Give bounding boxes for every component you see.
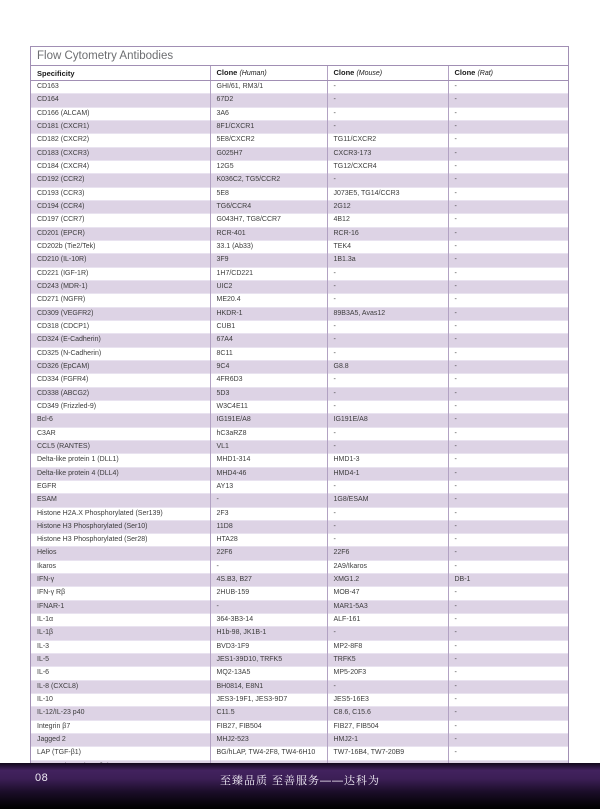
table-row bbox=[31, 440, 568, 453]
specificity-cell: CD309 (VEGFR2) bbox=[31, 307, 210, 320]
specificity-cell: CD194 (CCR4) bbox=[31, 200, 210, 213]
clone-rat-cell: - bbox=[448, 614, 568, 627]
table-row bbox=[31, 174, 568, 187]
table-row bbox=[31, 734, 568, 747]
specificity-cell: Histone H2A.X Phosphorylated (Ser139) bbox=[31, 507, 210, 520]
specificity-cell: IL-6 bbox=[31, 667, 210, 680]
clone-human-cell: 4FR6D3 bbox=[210, 374, 327, 387]
clone-rat-cell: - bbox=[448, 734, 568, 747]
column-header-qualifier: (Human) bbox=[239, 70, 267, 77]
clone-rat-cell: - bbox=[448, 640, 568, 653]
specificity-cell: CD318 (CDCP1) bbox=[31, 320, 210, 333]
antibody-table bbox=[30, 46, 569, 774]
clone-rat-cell: - bbox=[448, 134, 568, 147]
clone-mouse-cell: FIB27, FIB504 bbox=[327, 720, 448, 733]
clone-rat-cell: - bbox=[448, 387, 568, 400]
clone-rat-cell: - bbox=[448, 320, 568, 333]
table-row bbox=[31, 507, 568, 520]
table-row bbox=[31, 547, 568, 560]
specificity-cell: IL-8 (CXCL8) bbox=[31, 680, 210, 693]
table-row bbox=[31, 267, 568, 280]
clone-human-cell: 5E8/CXCR2 bbox=[210, 134, 327, 147]
table-row bbox=[31, 160, 568, 173]
clone-mouse-cell: TEK4 bbox=[327, 240, 448, 253]
clone-human-cell: 9C4 bbox=[210, 360, 327, 373]
specificity-cell: CD181 (CXCR1) bbox=[31, 120, 210, 133]
specificity-cell: CD182 (CXCR2) bbox=[31, 134, 210, 147]
clone-rat-cell: - bbox=[448, 427, 568, 440]
clone-mouse-cell: XMG1.2 bbox=[327, 574, 448, 587]
table-row bbox=[31, 387, 568, 400]
clone-mouse-cell: 89B3A5, Avas12 bbox=[327, 307, 448, 320]
clone-human-cell: G043H7, TG8/CCR7 bbox=[210, 214, 327, 227]
clone-rat-cell: - bbox=[448, 627, 568, 640]
clone-mouse-cell: MP5-20F3 bbox=[327, 667, 448, 680]
specificity-cell: Delta-like protein 1 (DLL1) bbox=[31, 454, 210, 467]
column-header-specificity bbox=[31, 66, 210, 81]
clone-human-cell: 12G5 bbox=[210, 160, 327, 173]
clone-human-cell: MQ2-13A5 bbox=[210, 667, 327, 680]
specificity-cell: IL-1β bbox=[31, 627, 210, 640]
specificity-cell: IL-1α bbox=[31, 614, 210, 627]
table-row bbox=[31, 134, 568, 147]
column-header-label: Clone bbox=[216, 68, 238, 77]
clone-rat-cell: - bbox=[448, 587, 568, 600]
clone-human-cell: hC3aRZ8 bbox=[210, 427, 327, 440]
clone-human-cell: 2HUB-159 bbox=[210, 587, 327, 600]
clone-human-cell: BG/hLAP, TW4-2F8, TW4-6H10 bbox=[210, 747, 327, 760]
clone-mouse-cell: - bbox=[327, 81, 448, 94]
table-row bbox=[31, 720, 568, 733]
table-row bbox=[31, 280, 568, 293]
table-row bbox=[31, 520, 568, 533]
table-body bbox=[31, 81, 568, 774]
clone-mouse-cell: IG191E/A8 bbox=[327, 414, 448, 427]
specificity-cell: CD197 (CCR7) bbox=[31, 214, 210, 227]
clone-rat-cell: - bbox=[448, 307, 568, 320]
table-header-row bbox=[31, 66, 568, 81]
table-row bbox=[31, 307, 568, 320]
table-row bbox=[31, 494, 568, 507]
table-row bbox=[31, 587, 568, 600]
table-row bbox=[31, 467, 568, 480]
clone-mouse-cell: - bbox=[327, 507, 448, 520]
clone-mouse-cell: 2G12 bbox=[327, 200, 448, 213]
specificity-cell: EGFR bbox=[31, 480, 210, 493]
clone-human-cell: K036C2, TG5/CCR2 bbox=[210, 174, 327, 187]
clone-mouse-cell: - bbox=[327, 534, 448, 547]
specificity-cell: C3AR bbox=[31, 427, 210, 440]
clone-rat-cell: - bbox=[448, 214, 568, 227]
specificity-cell: CD183 (CXCR3) bbox=[31, 147, 210, 160]
clone-human-cell: - bbox=[210, 560, 327, 573]
clone-rat-cell: - bbox=[448, 267, 568, 280]
clone-human-cell: MHD4-46 bbox=[210, 467, 327, 480]
clone-rat-cell: - bbox=[448, 334, 568, 347]
clone-rat-cell: - bbox=[448, 360, 568, 373]
clone-mouse-cell: JES5-16E3 bbox=[327, 694, 448, 707]
clone-rat-cell: - bbox=[448, 347, 568, 360]
table-row bbox=[31, 120, 568, 133]
clone-human-cell: JES1-39D10, TRFK5 bbox=[210, 654, 327, 667]
clone-rat-cell: - bbox=[448, 694, 568, 707]
specificity-cell: CD324 (E-Cadherin) bbox=[31, 334, 210, 347]
clone-mouse-cell: 1G8/ESAM bbox=[327, 494, 448, 507]
clone-rat-cell: - bbox=[448, 147, 568, 160]
clone-rat-cell: - bbox=[448, 654, 568, 667]
clone-rat-cell: - bbox=[448, 187, 568, 200]
clone-human-cell: 5D3 bbox=[210, 387, 327, 400]
clone-rat-cell: - bbox=[448, 280, 568, 293]
footer-slogan: 至臻品质 至善服务——达科为 bbox=[219, 775, 381, 787]
clone-mouse-cell: HMD4-1 bbox=[327, 467, 448, 480]
specificity-cell: CD192 (CCR2) bbox=[31, 174, 210, 187]
clone-rat-cell: - bbox=[448, 507, 568, 520]
column-header-clone-human bbox=[210, 66, 327, 81]
specificity-cell: Bcl-6 bbox=[31, 414, 210, 427]
clone-human-cell: 3A6 bbox=[210, 107, 327, 120]
clone-rat-cell: - bbox=[448, 294, 568, 307]
specificity-cell: CD166 (ALCAM) bbox=[31, 107, 210, 120]
table-row bbox=[31, 480, 568, 493]
clone-mouse-cell: J073E5, TG14/CCR3 bbox=[327, 187, 448, 200]
clone-mouse-cell: 22F6 bbox=[327, 547, 448, 560]
column-header-label: Specificity bbox=[37, 68, 75, 78]
specificity-cell: IL-5 bbox=[31, 654, 210, 667]
clone-rat-cell: - bbox=[448, 667, 568, 680]
clone-mouse-cell: - bbox=[327, 320, 448, 333]
clone-human-cell: W3C4E11 bbox=[210, 400, 327, 413]
table-row bbox=[31, 707, 568, 720]
specificity-cell: Integrin β7 bbox=[31, 720, 210, 733]
clone-rat-cell: - bbox=[448, 707, 568, 720]
clone-rat-cell: - bbox=[448, 94, 568, 107]
specificity-cell: Delta-like protein 4 (DLL4) bbox=[31, 467, 210, 480]
clone-rat-cell: - bbox=[448, 240, 568, 253]
specificity-cell: CD338 (ABCG2) bbox=[31, 387, 210, 400]
specificity-cell: CD184 (CXCR4) bbox=[31, 160, 210, 173]
clone-human-cell: 5E8 bbox=[210, 187, 327, 200]
clone-rat-cell: - bbox=[448, 254, 568, 267]
table-row bbox=[31, 94, 568, 107]
clone-human-cell: TG6/CCR4 bbox=[210, 200, 327, 213]
clone-mouse-cell: - bbox=[327, 94, 448, 107]
clone-mouse-cell: - bbox=[327, 374, 448, 387]
clone-mouse-cell: - bbox=[327, 334, 448, 347]
specificity-cell: Helios bbox=[31, 547, 210, 560]
specificity-cell: Ikaros bbox=[31, 560, 210, 573]
clone-rat-cell: - bbox=[448, 107, 568, 120]
table-row bbox=[31, 427, 568, 440]
clone-mouse-cell: - bbox=[327, 120, 448, 133]
clone-human-cell: 11D8 bbox=[210, 520, 327, 533]
specificity-cell: CD201 (EPCR) bbox=[31, 227, 210, 240]
table-row bbox=[31, 360, 568, 373]
table-row bbox=[31, 374, 568, 387]
clone-human-cell: - bbox=[210, 494, 327, 507]
clone-human-cell: G025H7 bbox=[210, 147, 327, 160]
clone-human-cell: 1H7/CD221 bbox=[210, 267, 327, 280]
table-row bbox=[31, 680, 568, 693]
table-row bbox=[31, 200, 568, 213]
clone-rat-cell: DB-1 bbox=[448, 574, 568, 587]
column-header-clone-rat bbox=[448, 66, 568, 81]
column-header-clone-mouse bbox=[327, 66, 448, 81]
specificity-cell: CD202b (Tie2/Tek) bbox=[31, 240, 210, 253]
clone-mouse-cell: TRFK5 bbox=[327, 654, 448, 667]
clone-human-cell: VL1 bbox=[210, 440, 327, 453]
table-row bbox=[31, 414, 568, 427]
clone-rat-cell: - bbox=[448, 520, 568, 533]
page-number: 08 bbox=[35, 772, 49, 784]
table-row bbox=[31, 454, 568, 467]
clone-human-cell: BVD3-1F9 bbox=[210, 640, 327, 653]
clone-mouse-cell: - bbox=[327, 347, 448, 360]
specificity-cell: CD349 (Frizzled-9) bbox=[31, 400, 210, 413]
clone-rat-cell: - bbox=[448, 174, 568, 187]
column-header-qualifier: (Rat) bbox=[477, 70, 493, 77]
table-row bbox=[31, 747, 568, 760]
clone-human-cell: UIC2 bbox=[210, 280, 327, 293]
table-row bbox=[31, 614, 568, 627]
specificity-cell: IL-10 bbox=[31, 694, 210, 707]
specificity-cell: CD271 (NGFR) bbox=[31, 294, 210, 307]
clone-rat-cell: - bbox=[448, 400, 568, 413]
clone-rat-cell: - bbox=[448, 414, 568, 427]
clone-human-cell: HTA28 bbox=[210, 534, 327, 547]
clone-rat-cell: - bbox=[448, 227, 568, 240]
clone-rat-cell: - bbox=[448, 160, 568, 173]
table-row bbox=[31, 147, 568, 160]
clone-rat-cell: - bbox=[448, 534, 568, 547]
specificity-cell: ESAM bbox=[31, 494, 210, 507]
clone-human-cell: 22F6 bbox=[210, 547, 327, 560]
clone-human-cell: GHI/61, RM3/1 bbox=[210, 81, 327, 94]
footer-bar bbox=[0, 763, 600, 809]
specificity-cell: CD210 (IL-10R) bbox=[31, 254, 210, 267]
clone-mouse-cell: RCR-16 bbox=[327, 227, 448, 240]
table-row bbox=[31, 640, 568, 653]
clone-mouse-cell: - bbox=[327, 107, 448, 120]
clone-human-cell: - bbox=[210, 600, 327, 613]
clone-mouse-cell: - bbox=[327, 627, 448, 640]
table-row bbox=[31, 227, 568, 240]
clone-mouse-cell: - bbox=[327, 520, 448, 533]
table-row bbox=[31, 534, 568, 547]
specificity-cell: IFN-γ Rβ bbox=[31, 587, 210, 600]
clone-rat-cell: - bbox=[448, 560, 568, 573]
table-row bbox=[31, 214, 568, 227]
clone-mouse-cell: TW7-16B4, TW7-20B9 bbox=[327, 747, 448, 760]
clone-rat-cell: - bbox=[448, 680, 568, 693]
clone-human-cell: H1b-98, JK1B-1 bbox=[210, 627, 327, 640]
clone-rat-cell: - bbox=[448, 467, 568, 480]
table-row bbox=[31, 560, 568, 573]
specificity-cell: Jagged 2 bbox=[31, 734, 210, 747]
clone-mouse-cell: CXCR3-173 bbox=[327, 147, 448, 160]
clone-human-cell: 33.1 (Ab33) bbox=[210, 240, 327, 253]
table-row bbox=[31, 627, 568, 640]
clone-human-cell: RCR-401 bbox=[210, 227, 327, 240]
specificity-cell: CCL5 (RANTES) bbox=[31, 440, 210, 453]
specificity-cell: CD163 bbox=[37, 83, 59, 90]
specificity-cell: CD334 (FGFR4) bbox=[31, 374, 210, 387]
clone-mouse-cell: MOB-47 bbox=[327, 587, 448, 600]
specificity-cell: LAP (TGF-β1) bbox=[31, 747, 210, 760]
clone-mouse-cell: - bbox=[327, 680, 448, 693]
clone-rat-cell: - bbox=[448, 120, 568, 133]
specificity-cell: CD243 (MDR-1) bbox=[31, 280, 210, 293]
clone-human-cell: MHD1-314 bbox=[210, 454, 327, 467]
clone-rat-cell: - bbox=[448, 547, 568, 560]
column-header-label: Clone bbox=[454, 68, 476, 77]
clone-human-cell: 67A4 bbox=[210, 334, 327, 347]
clone-human-cell: CUB1 bbox=[210, 320, 327, 333]
clone-mouse-cell: ALF-161 bbox=[327, 614, 448, 627]
clone-human-cell: 4S.B3, B27 bbox=[210, 574, 327, 587]
clone-mouse-cell: - bbox=[327, 427, 448, 440]
clone-mouse-cell: - bbox=[327, 280, 448, 293]
clone-mouse-cell: TG11/CXCR2 bbox=[327, 134, 448, 147]
table-row bbox=[31, 400, 568, 413]
specificity-cell: CD193 (CCR3) bbox=[31, 187, 210, 200]
clone-mouse-cell: - bbox=[327, 294, 448, 307]
table-row bbox=[31, 240, 568, 253]
table-row bbox=[31, 654, 568, 667]
specificity-cell: CD164 bbox=[31, 94, 210, 107]
table-row bbox=[31, 600, 568, 613]
table-row bbox=[31, 320, 568, 333]
clone-rat-cell: - bbox=[448, 720, 568, 733]
clone-mouse-cell: 2A9/Ikaros bbox=[327, 560, 448, 573]
clone-rat-cell: - bbox=[448, 374, 568, 387]
clone-mouse-cell: 1B1.3a bbox=[327, 254, 448, 267]
clone-human-cell: 8C11 bbox=[210, 347, 327, 360]
clone-rat-cell: - bbox=[448, 747, 568, 760]
clone-mouse-cell: MAR1-5A3 bbox=[327, 600, 448, 613]
table-row bbox=[31, 81, 568, 94]
clone-human-cell: BH0814, E8N1 bbox=[210, 680, 327, 693]
column-header-label: Clone bbox=[333, 68, 355, 77]
table-row bbox=[31, 667, 568, 680]
clone-rat-cell: - bbox=[448, 494, 568, 507]
clone-mouse-cell: TG12/CXCR4 bbox=[327, 160, 448, 173]
clone-rat-cell: - bbox=[448, 440, 568, 453]
specificity-cell: IL-3 bbox=[31, 640, 210, 653]
clone-rat-cell: - bbox=[448, 454, 568, 467]
clone-human-cell: ME20.4 bbox=[210, 294, 327, 307]
clone-mouse-cell: - bbox=[327, 267, 448, 280]
clone-mouse-cell: - bbox=[327, 387, 448, 400]
clone-rat-cell: - bbox=[448, 480, 568, 493]
specificity-cell: CD221 (IGF-1R) bbox=[31, 267, 210, 280]
clone-mouse-cell: HMD1-3 bbox=[327, 454, 448, 467]
clone-human-cell: JES3-19F1, JES3-9D7 bbox=[210, 694, 327, 707]
clone-mouse-cell: - bbox=[327, 174, 448, 187]
clone-human-cell: AY13 bbox=[210, 480, 327, 493]
clone-mouse-cell: G8.8 bbox=[327, 360, 448, 373]
clone-human-cell: MHJ2-523 bbox=[210, 734, 327, 747]
clone-human-cell: 8F1/CXCR1 bbox=[210, 120, 327, 133]
table-row bbox=[31, 107, 568, 120]
clone-human-cell: FIB27, FIB504 bbox=[210, 720, 327, 733]
table-row bbox=[31, 347, 568, 360]
clone-human-cell: 2F3 bbox=[210, 507, 327, 520]
clone-rat-cell: - bbox=[448, 81, 568, 94]
specificity-cell: Histone H3 Phosphorylated (Ser10) bbox=[31, 520, 210, 533]
specificity-cell: CD326 (EpCAM) bbox=[31, 360, 210, 373]
table-row bbox=[31, 694, 568, 707]
table-row bbox=[31, 574, 568, 587]
specificity-cell: IL-12/IL-23 p40 bbox=[31, 707, 210, 720]
clone-mouse-cell: 4B12 bbox=[327, 214, 448, 227]
clone-human-cell: HKDR-1 bbox=[210, 307, 327, 320]
clone-human-cell: 3F9 bbox=[210, 254, 327, 267]
clone-rat-cell: - bbox=[448, 600, 568, 613]
specificity-cell: IFN-γ bbox=[31, 574, 210, 587]
clone-human-cell: 364-3B3-14 bbox=[210, 614, 327, 627]
table-title: Flow Cytometry Antibodies bbox=[31, 47, 568, 66]
table-row bbox=[31, 254, 568, 267]
clone-mouse-cell: - bbox=[327, 400, 448, 413]
clone-human-cell: C11.5 bbox=[210, 707, 327, 720]
clone-mouse-cell: - bbox=[327, 480, 448, 493]
specificity-cell: IFNAR-1 bbox=[31, 600, 210, 613]
column-header-qualifier: (Mouse) bbox=[356, 70, 383, 77]
clone-human-cell: 67D2 bbox=[210, 94, 327, 107]
specificity-cell: Histone H3 Phosphorylated (Ser28) bbox=[31, 534, 210, 547]
specificity-cell: CD325 (N-Cadherin) bbox=[31, 347, 210, 360]
clone-mouse-cell: HMJ2-1 bbox=[327, 734, 448, 747]
table-row bbox=[31, 334, 568, 347]
clone-rat-cell: - bbox=[448, 200, 568, 213]
clone-mouse-cell: - bbox=[327, 440, 448, 453]
clone-mouse-cell: MP2-8F8 bbox=[327, 640, 448, 653]
clone-mouse-cell: C8.6, C15.6 bbox=[327, 707, 448, 720]
table-row bbox=[31, 294, 568, 307]
table-row bbox=[31, 187, 568, 200]
clone-human-cell: IG191E/A8 bbox=[210, 414, 327, 427]
